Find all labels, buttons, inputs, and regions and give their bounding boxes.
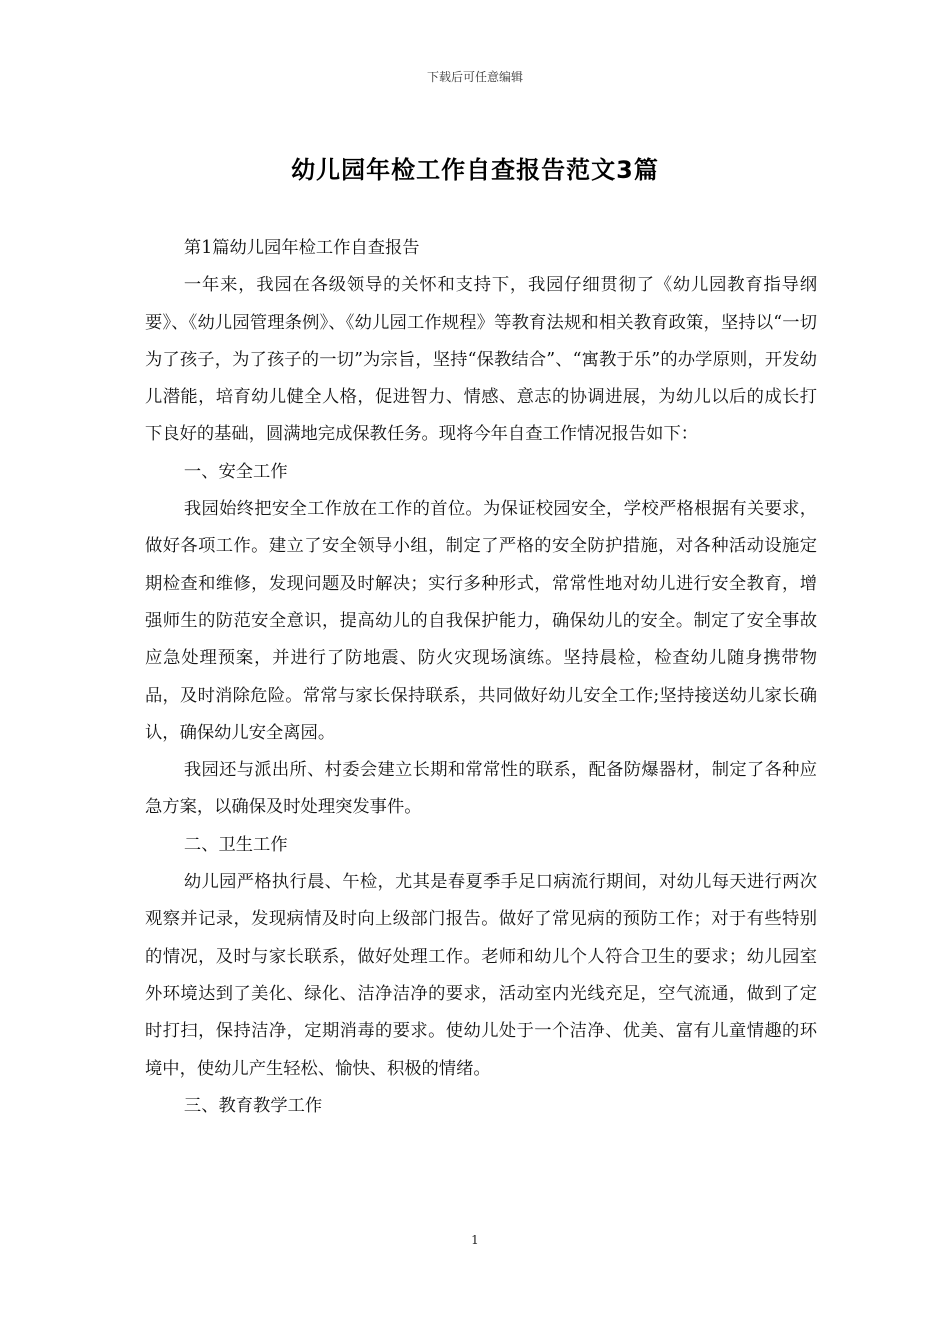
section-heading-part-1: 第1篇幼儿园年检工作自查报告 bbox=[183, 238, 420, 258]
section-heading-safety: 一、安全工作 bbox=[183, 461, 288, 482]
document-title: 幼儿园年检工作自查报告范文3篇 bbox=[291, 156, 659, 184]
section-heading-education: 三、教育教学工作 bbox=[183, 1095, 323, 1116]
section-heading-hygiene: 二、卫生工作 bbox=[183, 834, 288, 855]
intro-paragraph: 一年来，我园在各级领导的关怀和支持下，我园仔细贯彻了《幼儿园教育指导纲要》、《幼儿园管理条例》、《幼儿园工作规程》等教育法规和相关教育政策，坚持以“一切为了孩子，为了孩子的一切”为宗旨，坚持“保教结合”、“寓教于乐”的办学原则，开发幼儿潜能，培育幼儿健全人格，促进智力、情感、意志的协调进展，为幼儿以后的成长打下良好的基础，圆满地完成保教任务。现将今年自查工作情况报告如下： bbox=[145, 275, 817, 445]
page-header-note: 下载后可任意编辑 bbox=[426, 70, 523, 84]
safety-paragraph-2: 我园还与派出所、村委会建立长期和常常性的联系，配备防爆器材，制定了各种应急方案，以确保及时处理突发事件。 bbox=[145, 760, 817, 818]
page-number: 1 bbox=[471, 1233, 479, 1247]
safety-paragraph: 我园始终把安全工作放在工作的首位。为保证校园安全，学校严格根据有关要求，做好各项工作。建立了安全领导小组，制定了严格的安全防护措施，对各种活动设施定期检查和维修，发现问题及时解决；实行多种形式，常常性地对幼儿进行安全教育，增强师生的防范安全意识，提高幼儿的自我保护能力，确保幼儿的安全。制定了安全事故应急处理预案，并进行了防地震、防火灾现场演练。坚持晨检，检查幼儿随身携带物品，及时消除危险。常常与家长保持联系，共同做好幼儿安全工作;坚持接送幼儿家长确认，确保幼儿安全离园。 bbox=[145, 499, 817, 743]
hygiene-paragraph: 幼儿园严格执行晨、午检，尤其是春夏季手足口病流行期间，对幼儿每天进行两次观察并记录，发现病情及时向上级部门报告。做好了常见病的预防工作；对于有些特别的情况，及时与家长联系，做好处理工作。老师和幼儿个人符合卫生的要求；幼儿园室外环境达到了美化、绿化、洁净洁净的要求，活动室内光线充足，空气流通，做到了定时打扫，保持洁净，定期消毒的要求。使幼儿处于一个洁净、优美、富有儿童情趣的环境中，使幼儿产生轻松、愉快、积极的情绪。 bbox=[145, 872, 817, 1079]
document-body bbox=[145, 230, 817, 1125]
